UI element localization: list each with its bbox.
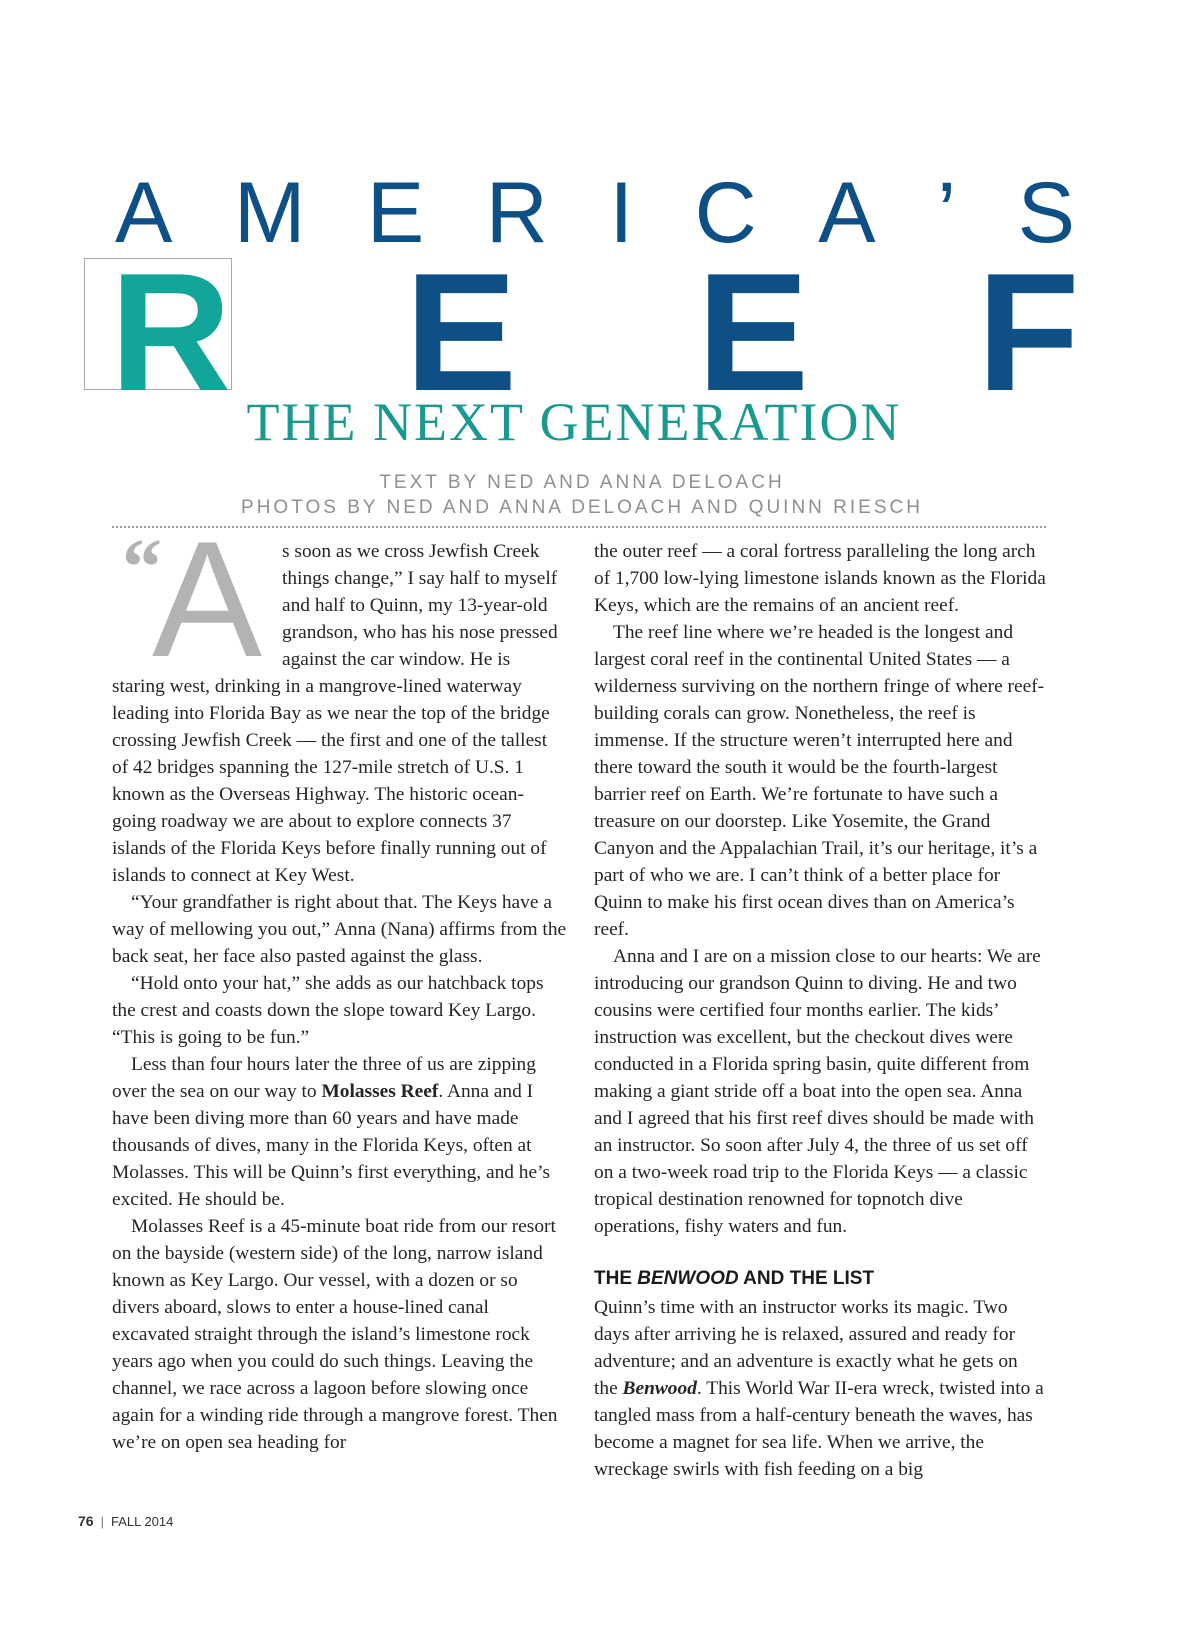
bold-reef-name: Molasses Reef <box>321 1081 439 1102</box>
paragraph: Quinn’s time with an instructor works its magic. Two days after arriving he is relaxed, assured and ready for adventure; and an adventure is exactly what he gets on the Benwood. This World War II-era wreck, twisted into a tangled mass from a half-century beneath the waves, has become a magnet for sea life. When we arrive, the wreckage swirls with fish feeding on a big <box>594 1297 1044 1480</box>
drop-cap-quote: “ <box>122 524 162 612</box>
kicker-letter: ’ <box>937 165 957 261</box>
paragraph: “Your grandfather is right about that. The Keys have a way of mellowing you out,” Anna (Nana) affirms from the back seat, her face also pasted against the glass. <box>112 892 567 967</box>
kicker-letter: I <box>609 165 634 261</box>
kicker-letter: S <box>1017 165 1075 261</box>
page-number: 76 <box>78 1513 94 1529</box>
kicker-letter: A <box>115 165 173 261</box>
paragraph: Anna and I are on a mission close to our hearts: We are introducing our grandson Quinn to diving. He and two cousins were certified four months earlier. The kids’ instruction was excellent, but the checkout dives were conducted in a Florida spring basin, quite different from making a giant stride off a boat into the open sea. Anna and I agreed that his first reef dives should be made with an instructor. So soon after July 4, the three of us set off on a two-week road trip to the Florida Keys — a classic tropical destination renowned for topnotch dive operations, fishy waters and fun. <box>594 946 1041 1237</box>
paragraph: “Hold onto your hat,” she adds as our hatchback tops the crest and coasts down the slope toward Key Largo. “This is going to be fun.” <box>112 973 544 1048</box>
drop-cap <box>112 507 282 691</box>
drop-cap-letter: A <box>152 507 263 691</box>
paragraph: The reef line where we’re headed is the longest and largest coral reef in the continental United States — a wilderness surviving on the northern fringe of where reef-building corals can grow. Nonetheless, the reef is immense. If the structure weren’t interrupted here and there toward the south it would be the fourth-largest barrier reef on Earth. We’re fortunate to have such a treasure on our doorstep. Like Yosemite, the Grand Canyon and the Appalachian Trail, it’s our heritage, it’s a part of who we are. I can’t think of a better place for Quinn to make his first ocean dives than on America’s reef. <box>594 622 1045 940</box>
title-kicker <box>115 165 1075 261</box>
kicker-letter: M <box>233 165 306 261</box>
kicker-letter: C <box>694 165 757 261</box>
title-letter-f: F <box>977 238 1080 426</box>
issue-label: FALL 2014 <box>110 1514 174 1529</box>
footer-separator: | <box>100 1514 104 1529</box>
photo-credit: PHOTOS BY NED AND ANNA DELOACH AND QUINN RIESCH <box>241 497 923 518</box>
article-column-right <box>594 538 1046 1483</box>
text-credit: TEXT BY NED AND ANNA DELOACH <box>379 472 785 493</box>
page-footer <box>78 1511 173 1532</box>
paragraph: the outer reef — a coral fortress paralleling the long arch of 1,700 low-lying limestone islands known as the Florida Keys, which are the remains of an ancient reef. <box>594 541 1046 616</box>
paragraph: Molasses Reef is a 45-minute boat ride from our resort on the bayside (western side) of the long, narrow island known as Key Largo. Our vessel, with a dozen or so divers aboard, slows to enter a house-lined canal excavated straight through the island’s limestone rock years ago when you could do such things. Leaving the channel, we race across a lagoon before slowing once again for a winding ride through a mangrove forest. Then we’re on open sea heading for <box>112 1216 558 1453</box>
title-letter-e: E <box>405 238 518 426</box>
paragraph: Less than four hours later the three of us are zipping over the sea on our way to Molasses Reef. Anna and I have been diving more than 60 years and have made thousands of dives, many in the Florida Keys, often at Molasses. This will be Quinn’s first everything, and he’s excited. He should be. <box>112 1054 551 1210</box>
title-letter-r: R <box>110 238 232 426</box>
kicker-letter: A <box>818 165 876 261</box>
kicker-letter: E <box>366 165 425 261</box>
article-column-left <box>112 507 567 1456</box>
bold-wreck-name: Benwood <box>622 1378 697 1399</box>
kicker-letter: R <box>485 165 548 261</box>
subtitle: THE NEXT GENERATION <box>246 392 902 452</box>
paragraph: s soon as we cross Jewfish Creek things change,” I say half to myself and half to Quinn, my 13-year-old grandson, who has his nose pressed against the car window. He is staring west, drinking in a mangrove-lined waterway leading into Florida Bay as we near the top of the bridge crossing Jewfish Creek — the first and one of the tallest of 42 bridges spanning the 127-mile stretch of U.S. 1 known as the Overseas Highway. The historic ocean-going roadway we are about to explore connects 37 islands of the Florida Keys before finally running out of islands to connect at Key West. <box>112 541 558 886</box>
title-letter-e: E <box>697 238 810 426</box>
section-heading: THE BENWOOD AND THE LIST <box>594 1268 875 1289</box>
